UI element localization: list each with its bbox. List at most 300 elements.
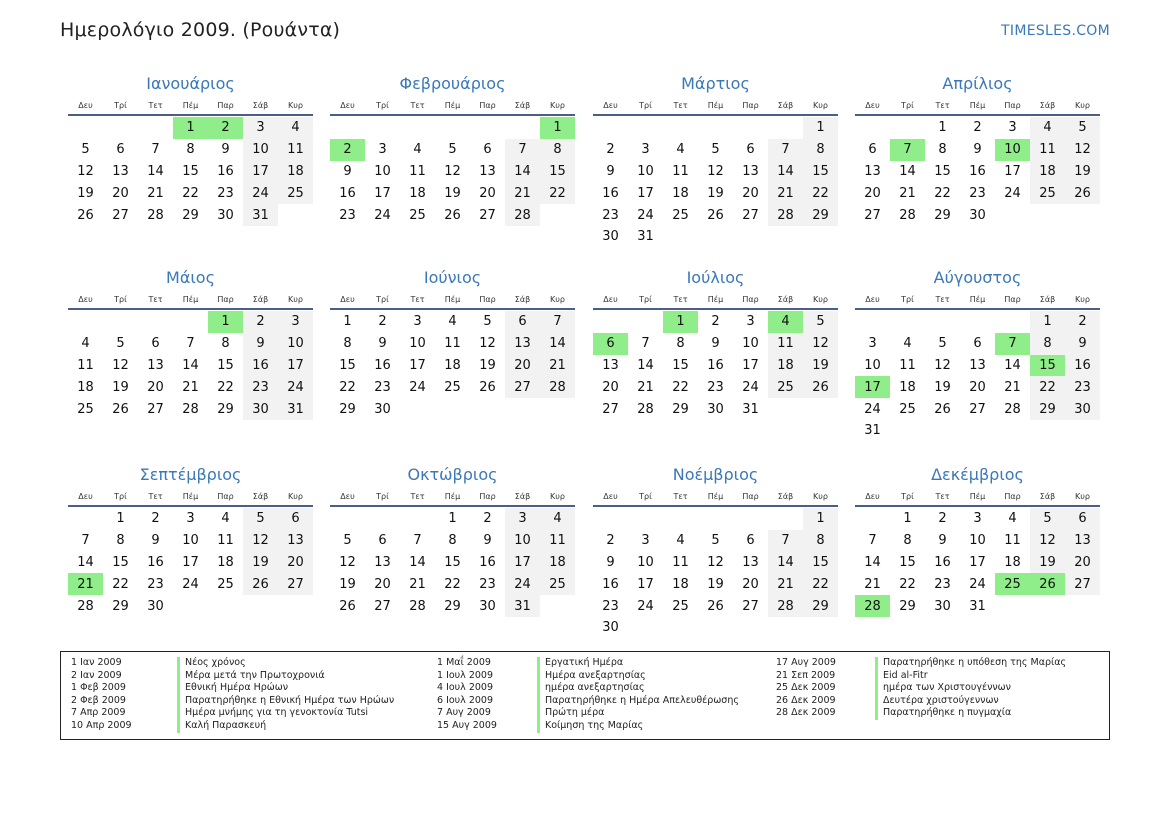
day-cell: 15 bbox=[672, 357, 689, 373]
day-cell: 12 bbox=[934, 357, 951, 373]
day-cell: 29 bbox=[182, 207, 199, 223]
day-cell: 10 bbox=[505, 530, 540, 552]
weekday-label: Σάβ bbox=[514, 101, 531, 110]
weekday-label: Σάβ bbox=[252, 295, 269, 304]
day-cell: 20 bbox=[602, 379, 619, 395]
day-cell: 19 bbox=[479, 357, 496, 373]
day-cell: 26 bbox=[934, 401, 951, 417]
day-cell: 15 bbox=[182, 163, 199, 179]
month-name: Αύγουστος bbox=[933, 268, 1022, 287]
site-link[interactable]: TIMESLES.COM bbox=[1001, 23, 1110, 39]
day-cell: 22 bbox=[803, 573, 838, 595]
weekday-label: Πέμ bbox=[444, 295, 461, 304]
day-cell: 12 bbox=[707, 163, 724, 179]
weekday-label: Τρί bbox=[639, 101, 652, 110]
empty-cell bbox=[593, 508, 628, 530]
day-cell: 9 bbox=[378, 336, 387, 352]
day-cell: 31 bbox=[505, 595, 540, 617]
day-cell: 5 bbox=[116, 336, 125, 352]
day-cell: 24 bbox=[637, 598, 654, 614]
day-cell: 9 bbox=[151, 533, 160, 549]
day-cell: 25 bbox=[1030, 182, 1065, 204]
month-name: Δεκέμβριος bbox=[931, 465, 1024, 484]
day-cell: 17 bbox=[409, 357, 426, 373]
day-cell: 12 bbox=[707, 554, 724, 570]
day-cell: 27 bbox=[147, 401, 164, 417]
day-cell: 20 bbox=[1065, 552, 1100, 574]
day-cell: 9 bbox=[343, 163, 352, 179]
day-grid bbox=[68, 117, 313, 226]
day-cell: 13 bbox=[742, 554, 759, 570]
day-grid bbox=[593, 311, 838, 420]
weekday-label: Κυρ bbox=[813, 101, 828, 110]
day-cell: 28 bbox=[182, 401, 199, 417]
month-name: Σεπτέμβριος bbox=[139, 465, 242, 484]
legend-date: 1 Μαΐ 2009 bbox=[437, 657, 491, 668]
day-cell: 30 bbox=[602, 229, 619, 245]
weekday-label: Παρ bbox=[1004, 492, 1021, 501]
day-cell: 21 bbox=[768, 182, 803, 204]
month-name: Ιούλιος bbox=[686, 268, 745, 287]
day-cell: 14 bbox=[768, 552, 803, 574]
day-cell: 16 bbox=[602, 576, 619, 592]
day-cell: 23 bbox=[243, 376, 278, 398]
day-cell: 3 bbox=[378, 142, 387, 158]
weekday-label: Πέμ bbox=[969, 295, 986, 304]
day-cell: 27 bbox=[505, 376, 540, 398]
day-cell: 1 bbox=[938, 120, 947, 136]
month-name: Μάιος bbox=[166, 268, 215, 287]
weekday-label: Παρ bbox=[1004, 295, 1021, 304]
day-cell: 10 bbox=[182, 533, 199, 549]
weekday-label: Παρ bbox=[479, 295, 496, 304]
day-cell: 22 bbox=[444, 576, 461, 592]
holiday-day-cell: 1 bbox=[663, 311, 698, 333]
day-cell: 15 bbox=[803, 552, 838, 574]
legend-holiday-name: Πρώτη μέρα bbox=[537, 707, 739, 720]
day-cell: 14 bbox=[77, 554, 94, 570]
weekday-label: Τρί bbox=[376, 492, 389, 501]
day-cell: 9 bbox=[938, 533, 947, 549]
day-cell: 9 bbox=[606, 163, 615, 179]
day-cell: 5 bbox=[243, 508, 278, 530]
day-cell: 14 bbox=[899, 163, 916, 179]
empty-cell bbox=[103, 311, 138, 333]
weekday-label: Τετ bbox=[673, 492, 688, 501]
holiday-day-cell: 17 bbox=[855, 376, 890, 398]
day-cell: 16 bbox=[602, 185, 619, 201]
day-cell: 15 bbox=[540, 161, 575, 183]
legend-date: 17 Αυγ 2009 bbox=[776, 657, 836, 668]
day-cell: 28 bbox=[409, 598, 426, 614]
day-cell: 17 bbox=[243, 161, 278, 183]
day-cell: 12 bbox=[1065, 139, 1100, 161]
day-cell: 20 bbox=[969, 379, 986, 395]
month-calendar bbox=[330, 465, 575, 617]
day-cell: 8 bbox=[221, 336, 230, 352]
day-cell: 12 bbox=[803, 333, 838, 355]
month-calendar bbox=[330, 268, 575, 420]
holiday-day-cell: 28 bbox=[855, 595, 890, 617]
day-cell: 15 bbox=[112, 554, 129, 570]
day-cell: 5 bbox=[803, 311, 838, 333]
day-cell: 28 bbox=[77, 598, 94, 614]
day-cell: 26 bbox=[803, 376, 838, 398]
legend-date: 28 Δεκ 2009 bbox=[776, 707, 836, 719]
day-cell: 23 bbox=[147, 576, 164, 592]
day-cell: 27 bbox=[1065, 573, 1100, 595]
day-cell: 31 bbox=[864, 423, 881, 439]
month-calendar bbox=[68, 268, 313, 420]
holiday-day-cell: 21 bbox=[68, 573, 103, 595]
day-cell: 26 bbox=[243, 573, 278, 595]
day-cell: 7 bbox=[768, 530, 803, 552]
day-cell: 30 bbox=[374, 401, 391, 417]
day-cell: 17 bbox=[374, 185, 391, 201]
day-cell: 23 bbox=[374, 379, 391, 395]
day-cell: 28 bbox=[899, 207, 916, 223]
day-cell: 10 bbox=[742, 336, 759, 352]
legend-dates-column bbox=[71, 657, 132, 733]
weekday-label: Τετ bbox=[935, 295, 950, 304]
day-grid bbox=[330, 311, 575, 420]
day-cell: 4 bbox=[278, 117, 313, 139]
weekday-label: Τρί bbox=[114, 295, 127, 304]
day-cell: 19 bbox=[77, 185, 94, 201]
legend-date: 6 Ιουλ 2009 bbox=[437, 694, 493, 706]
day-cell: 20 bbox=[742, 576, 759, 592]
weekday-label: Παρ bbox=[217, 101, 234, 110]
day-cell: 3 bbox=[1008, 120, 1017, 136]
holiday-day-cell: 2 bbox=[330, 139, 365, 161]
day-cell: 29 bbox=[899, 598, 916, 614]
day-cell: 6 bbox=[116, 142, 125, 158]
day-cell: 10 bbox=[374, 163, 391, 179]
legend-holiday-name: ημέρα των Χριστουγέννων bbox=[875, 682, 1066, 695]
weekday-label: Παρ bbox=[479, 101, 496, 110]
legend-holiday-name: Εργατική Ημέρα bbox=[537, 657, 739, 670]
day-cell: 13 bbox=[147, 357, 164, 373]
day-cell: 22 bbox=[540, 182, 575, 204]
day-cell: 17 bbox=[637, 576, 654, 592]
day-cell: 30 bbox=[217, 207, 234, 223]
day-cell: 27 bbox=[602, 401, 619, 417]
day-cell: 9 bbox=[1065, 333, 1100, 355]
day-cell: 2 bbox=[1065, 311, 1100, 333]
month-name: Νοέμβριος bbox=[672, 465, 759, 484]
day-cell: 27 bbox=[112, 207, 129, 223]
day-cell: 23 bbox=[339, 207, 356, 223]
day-cell: 1 bbox=[903, 511, 912, 527]
day-cell: 24 bbox=[1004, 185, 1021, 201]
day-cell: 23 bbox=[934, 576, 951, 592]
empty-cell bbox=[103, 117, 138, 139]
empty-cell bbox=[890, 311, 925, 333]
day-cell: 22 bbox=[112, 576, 129, 592]
day-cell: 17 bbox=[278, 355, 313, 377]
day-cell: 25 bbox=[444, 379, 461, 395]
legend-holiday-name: Εθνική Ημέρα Ηρώων bbox=[177, 682, 394, 695]
legend-date: 4 Ιουλ 2009 bbox=[437, 682, 493, 694]
day-cell: 11 bbox=[77, 357, 94, 373]
empty-cell bbox=[733, 508, 768, 530]
day-cell: 4 bbox=[1008, 511, 1017, 527]
empty-cell bbox=[470, 117, 505, 139]
day-cell: 31 bbox=[278, 398, 313, 420]
day-cell: 8 bbox=[903, 533, 912, 549]
day-cell: 27 bbox=[278, 573, 313, 595]
day-cell: 13 bbox=[479, 163, 496, 179]
day-cell: 4 bbox=[903, 336, 912, 352]
day-cell: 3 bbox=[746, 314, 755, 330]
day-cell: 18 bbox=[77, 379, 94, 395]
day-cell: 28 bbox=[637, 401, 654, 417]
day-cell: 29 bbox=[1030, 398, 1065, 420]
empty-cell bbox=[68, 311, 103, 333]
day-cell: 27 bbox=[374, 598, 391, 614]
legend-date: 26 Δεκ 2009 bbox=[776, 694, 836, 706]
weekday-label: Δευ bbox=[340, 492, 355, 501]
day-cell: 26 bbox=[444, 207, 461, 223]
day-cell: 5 bbox=[483, 314, 492, 330]
empty-cell bbox=[330, 508, 365, 530]
day-cell: 16 bbox=[707, 357, 724, 373]
empty-cell bbox=[855, 311, 890, 333]
weekday-label: Τετ bbox=[935, 101, 950, 110]
day-cell: 12 bbox=[444, 163, 461, 179]
day-cell: 11 bbox=[217, 533, 234, 549]
day-cell: 27 bbox=[864, 207, 881, 223]
day-cell: 14 bbox=[768, 161, 803, 183]
day-cell: 7 bbox=[186, 336, 195, 352]
day-cell: 13 bbox=[864, 163, 881, 179]
empty-cell bbox=[855, 508, 890, 530]
day-cell: 11 bbox=[672, 554, 689, 570]
day-cell: 24 bbox=[243, 182, 278, 204]
holiday-day-cell: 1 bbox=[173, 117, 208, 139]
weekday-header bbox=[855, 100, 1100, 116]
day-cell: 20 bbox=[864, 185, 881, 201]
legend-holiday-name: Ημέρα ανεξαρτησίας bbox=[537, 670, 739, 683]
day-cell: 28 bbox=[768, 595, 803, 617]
weekday-label: Σάβ bbox=[777, 101, 794, 110]
day-cell: 23 bbox=[602, 207, 619, 223]
day-cell: 6 bbox=[378, 533, 387, 549]
day-cell: 29 bbox=[112, 598, 129, 614]
day-cell: 21 bbox=[768, 573, 803, 595]
weekday-label: Κυρ bbox=[813, 295, 828, 304]
legend-dates-column bbox=[776, 657, 836, 720]
day-cell: 28 bbox=[1004, 401, 1021, 417]
day-cell: 14 bbox=[505, 161, 540, 183]
weekday-label: Τρί bbox=[901, 492, 914, 501]
day-cell: 7 bbox=[81, 533, 90, 549]
day-cell: 15 bbox=[899, 554, 916, 570]
day-cell: 19 bbox=[1065, 161, 1100, 183]
weekday-label: Κυρ bbox=[288, 295, 303, 304]
legend-holiday-name: Eid al-Fitr bbox=[875, 670, 1066, 683]
weekday-label: Πέμ bbox=[969, 101, 986, 110]
day-cell: 18 bbox=[1004, 554, 1021, 570]
day-cell: 2 bbox=[711, 314, 720, 330]
weekday-label: Τρί bbox=[114, 492, 127, 501]
day-cell: 12 bbox=[1030, 530, 1065, 552]
day-cell: 2 bbox=[606, 142, 615, 158]
day-cell: 11 bbox=[899, 357, 916, 373]
day-cell: 14 bbox=[637, 357, 654, 373]
day-cell: 7 bbox=[641, 336, 650, 352]
day-cell: 8 bbox=[803, 139, 838, 161]
empty-cell bbox=[890, 117, 925, 139]
day-cell: 2 bbox=[938, 511, 947, 527]
holiday-day-cell: 4 bbox=[768, 311, 803, 333]
weekday-label: Τρί bbox=[901, 101, 914, 110]
holiday-legend bbox=[60, 651, 1110, 740]
day-cell: 4 bbox=[448, 314, 457, 330]
weekday-label: Κυρ bbox=[550, 295, 565, 304]
day-cell: 17 bbox=[637, 185, 654, 201]
empty-cell bbox=[68, 508, 103, 530]
day-cell: 1 bbox=[803, 117, 838, 139]
weekday-label: Τρί bbox=[114, 101, 127, 110]
day-cell: 13 bbox=[1065, 530, 1100, 552]
day-cell: 4 bbox=[81, 336, 90, 352]
month-name: Φεβρουάριος bbox=[399, 74, 506, 93]
holiday-day-cell: 2 bbox=[208, 117, 243, 139]
day-cell: 17 bbox=[742, 357, 759, 373]
weekday-header bbox=[330, 491, 575, 507]
month-name: Οκτώβριος bbox=[407, 465, 498, 484]
day-cell: 24 bbox=[374, 207, 391, 223]
weekday-label: Κυρ bbox=[550, 492, 565, 501]
day-cell: 19 bbox=[1030, 552, 1065, 574]
empty-cell bbox=[995, 311, 1030, 333]
empty-cell bbox=[435, 117, 470, 139]
holiday-day-cell: 1 bbox=[208, 311, 243, 333]
day-cell: 16 bbox=[479, 554, 496, 570]
empty-cell bbox=[400, 508, 435, 530]
day-cell: 27 bbox=[742, 598, 759, 614]
day-cell: 12 bbox=[479, 336, 496, 352]
day-cell: 5 bbox=[1065, 117, 1100, 139]
weekday-label: Σάβ bbox=[777, 492, 794, 501]
day-cell: 16 bbox=[217, 163, 234, 179]
empty-cell bbox=[173, 311, 208, 333]
day-cell: 6 bbox=[278, 508, 313, 530]
day-cell: 19 bbox=[934, 379, 951, 395]
day-cell: 16 bbox=[934, 554, 951, 570]
empty-cell bbox=[593, 311, 628, 333]
day-cell: 24 bbox=[505, 573, 540, 595]
day-cell: 5 bbox=[711, 142, 720, 158]
day-cell: 2 bbox=[483, 511, 492, 527]
weekday-label: Παρ bbox=[742, 295, 759, 304]
day-cell: 6 bbox=[973, 336, 982, 352]
month-name: Απρίλιος bbox=[942, 74, 1013, 93]
legend-date: 1 Ιουλ 2009 bbox=[437, 669, 493, 681]
day-cell: 27 bbox=[969, 401, 986, 417]
day-cell: 11 bbox=[278, 139, 313, 161]
day-cell: 22 bbox=[672, 379, 689, 395]
weekday-label: Δευ bbox=[603, 492, 618, 501]
day-cell: 20 bbox=[505, 355, 540, 377]
day-cell: 31 bbox=[243, 204, 278, 226]
weekday-label: Παρ bbox=[742, 492, 759, 501]
weekday-label: Τετ bbox=[148, 492, 163, 501]
day-cell: 11 bbox=[672, 163, 689, 179]
day-cell: 4 bbox=[413, 142, 422, 158]
weekday-label: Πέμ bbox=[444, 492, 461, 501]
day-cell: 13 bbox=[969, 357, 986, 373]
weekday-label: Παρ bbox=[217, 492, 234, 501]
day-cell: 18 bbox=[899, 379, 916, 395]
day-cell: 30 bbox=[243, 398, 278, 420]
month-calendar bbox=[68, 74, 313, 226]
weekday-label: Τετ bbox=[673, 101, 688, 110]
weekday-label: Σάβ bbox=[1039, 492, 1056, 501]
weekday-label: Κυρ bbox=[1075, 492, 1090, 501]
day-cell: 18 bbox=[278, 161, 313, 183]
weekday-label: Δευ bbox=[603, 295, 618, 304]
weekday-label: Σάβ bbox=[514, 492, 531, 501]
weekday-header bbox=[68, 100, 313, 116]
day-cell: 21 bbox=[637, 379, 654, 395]
day-cell: 29 bbox=[217, 401, 234, 417]
legend-date: 7 Αυγ 2009 bbox=[437, 707, 491, 719]
day-cell: 21 bbox=[182, 379, 199, 395]
weekday-header bbox=[68, 294, 313, 310]
day-cell: 1 bbox=[116, 511, 125, 527]
day-cell: 11 bbox=[444, 336, 461, 352]
day-cell: 13 bbox=[112, 163, 129, 179]
weekday-label: Δευ bbox=[340, 295, 355, 304]
day-cell: 9 bbox=[711, 336, 720, 352]
legend-date: 15 Αυγ 2009 bbox=[437, 719, 497, 731]
day-cell: 30 bbox=[1065, 398, 1100, 420]
day-cell: 30 bbox=[969, 207, 986, 223]
day-cell: 17 bbox=[505, 552, 540, 574]
day-cell: 11 bbox=[409, 163, 426, 179]
day-cell: 3 bbox=[505, 508, 540, 530]
day-cell: 16 bbox=[969, 163, 986, 179]
day-cell: 29 bbox=[444, 598, 461, 614]
weekday-label: Σάβ bbox=[252, 101, 269, 110]
day-cell: 6 bbox=[505, 311, 540, 333]
month-calendar bbox=[593, 74, 838, 248]
day-cell: 23 bbox=[707, 379, 724, 395]
weekday-label: Τρί bbox=[639, 492, 652, 501]
weekday-label: Σάβ bbox=[777, 295, 794, 304]
day-cell: 22 bbox=[182, 185, 199, 201]
weekday-label: Τετ bbox=[148, 101, 163, 110]
day-cell: 14 bbox=[864, 554, 881, 570]
day-cell: 17 bbox=[969, 554, 986, 570]
day-cell: 31 bbox=[637, 229, 654, 245]
day-cell: 8 bbox=[448, 533, 457, 549]
empty-cell bbox=[400, 117, 435, 139]
day-cell: 9 bbox=[221, 142, 230, 158]
day-cell: 26 bbox=[707, 207, 724, 223]
day-cell: 25 bbox=[217, 576, 234, 592]
holiday-day-cell: 1 bbox=[540, 117, 575, 139]
legend-holiday-name: Κοίμηση της Μαρίας bbox=[537, 720, 739, 733]
weekday-label: Πέμ bbox=[182, 492, 199, 501]
weekday-label: Παρ bbox=[479, 492, 496, 501]
holiday-day-cell: 25 bbox=[995, 573, 1030, 595]
day-cell: 20 bbox=[479, 185, 496, 201]
month-calendar bbox=[855, 74, 1100, 226]
day-cell: 28 bbox=[540, 376, 575, 398]
